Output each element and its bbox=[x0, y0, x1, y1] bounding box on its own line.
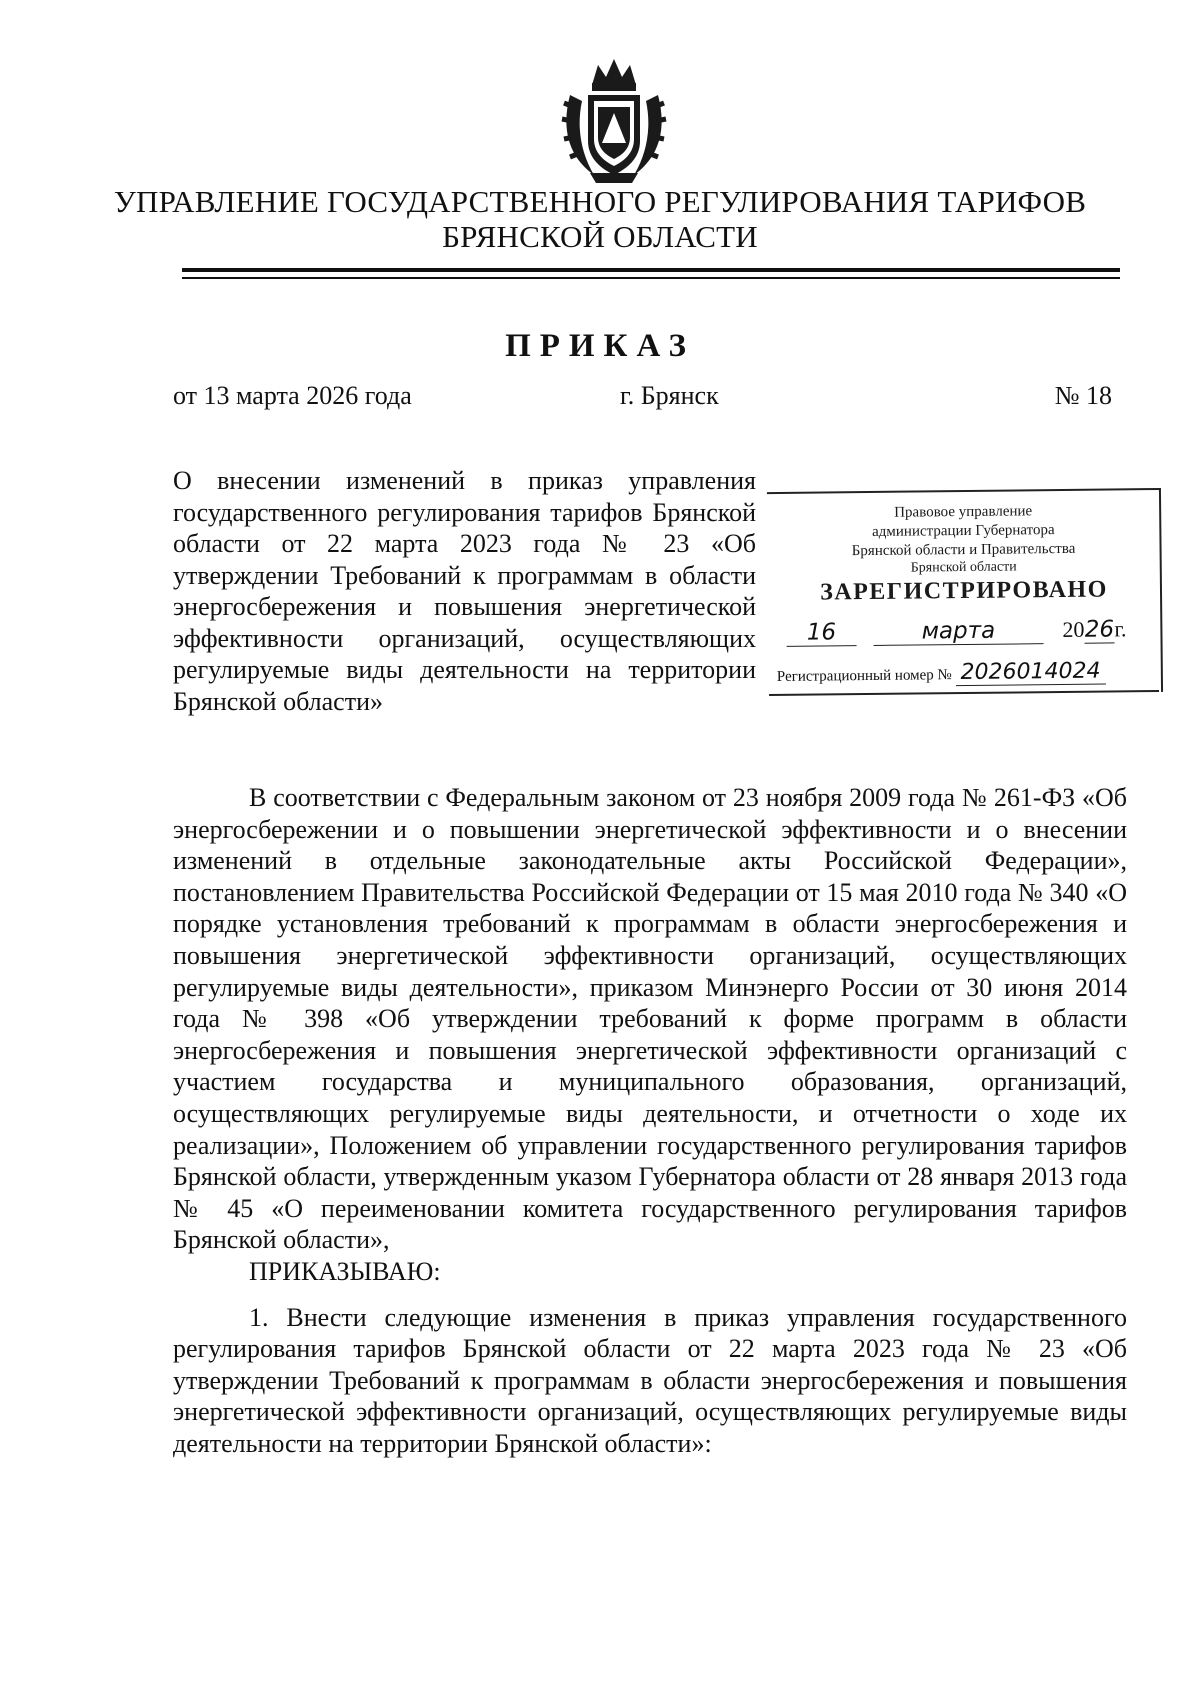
bryansk-coat-of-arms-icon bbox=[560, 55, 668, 187]
order-subject: О внесении изменений в приказ управления государственного регулирования тарифов Брянской области от 22 марта 2023 года № 23 «Об утверждении Требований к программам в области энергосбережения и повышения энергетической эффективности организаций, осуществляющих регулируемые виды деятельности на территории Брянской области» bbox=[173, 466, 756, 716]
stamp-year-unit: г. bbox=[1114, 616, 1127, 642]
stamp-registered-label: ЗАРЕГИСТРИРОВАНО bbox=[820, 576, 1108, 606]
stamp-date bbox=[786, 616, 1158, 647]
order-number: № 18 bbox=[1054, 381, 1112, 410]
stamp-line-2: администрации Губернатора bbox=[872, 522, 1055, 540]
stamp-line-4: Брянской области bbox=[910, 559, 1017, 576]
stamp-line-3: Брянской области и Правительства bbox=[851, 540, 1076, 560]
stamp-reg-label: Регистрационный номер № bbox=[776, 667, 952, 685]
order-date: от 13 марта 2026 года bbox=[173, 381, 412, 410]
order-item-1: 1. Внести следующие изменения в приказ управления государственного регулирования тарифов Брянской области от 22 марта 2023 года № 23 «Об утверждении Требований к программам в области энергосбережения и повышения энергетической эффективности организаций, осуществляющих регулируемые виды деятельности на территории Брянской области»: bbox=[173, 1302, 1127, 1458]
stamp-reg-value: 2026014024 bbox=[955, 659, 1105, 687]
order-city: г. Брянск bbox=[620, 381, 719, 410]
stamp-bottom-border bbox=[769, 690, 1159, 696]
organization-title-line2: БРЯНСКОЙ ОБЛАСТИ bbox=[442, 219, 758, 254]
order-body bbox=[173, 782, 1127, 1459]
organization-title-line1: УПРАВЛЕНИЕ ГОСУДАРСТВЕННОГО РЕГУЛИРОВАНИЯ ТАРИФОВ bbox=[113, 184, 1087, 219]
stamp-month: марта bbox=[873, 617, 1043, 646]
stamp-day: 16 bbox=[786, 619, 856, 647]
header-divider-thick bbox=[182, 268, 1120, 272]
stamp-year-prefix: 20 bbox=[1062, 616, 1085, 642]
stamp-year-suffix: 26 bbox=[1084, 616, 1115, 643]
header-divider-thin bbox=[182, 277, 1120, 279]
organization-title bbox=[0, 184, 1200, 254]
order-preamble: В соответствии с Федеральным законом от 23 ноября 2009 года № 261-ФЗ «Об энергосбережении и о повышении энергетической эффективности и о внесении изменений в отдельные законодательные акты Российской Федерации», постановлением Правительства Российской Федерации от 15 мая 2010 года № 340 «О порядке установления требований к программам в области энергосбережения и повышения энергетической эффективности организаций, осуществляющих регулируемые виды деятельности», приказом Минэнерго России от 30 июня 2014 года № 398 «Об утверждении требований к форме программ в области энергосбережения и повышения энергетической эффективности организаций с участием государства и муниципального образования, организаций, осуществляющих регулируемые виды деятельности, и отчетности о ходе их реализации», Положением об управлении государственного регулирования тарифов Брянской области, утвержденным указом Губернатора области от 28 января 2013 года № 45 «О переименовании комитета государственного регулирования тарифов Брянской области», bbox=[173, 783, 1127, 1255]
order-directive: ПРИКАЗЫВАЮ: bbox=[249, 1256, 441, 1286]
order-title: ПРИКАЗ bbox=[505, 328, 695, 364]
stamp-line-1: Правовое управление bbox=[894, 503, 1033, 521]
stamp-registration-number bbox=[777, 658, 1157, 688]
registration-stamp bbox=[767, 488, 1163, 696]
